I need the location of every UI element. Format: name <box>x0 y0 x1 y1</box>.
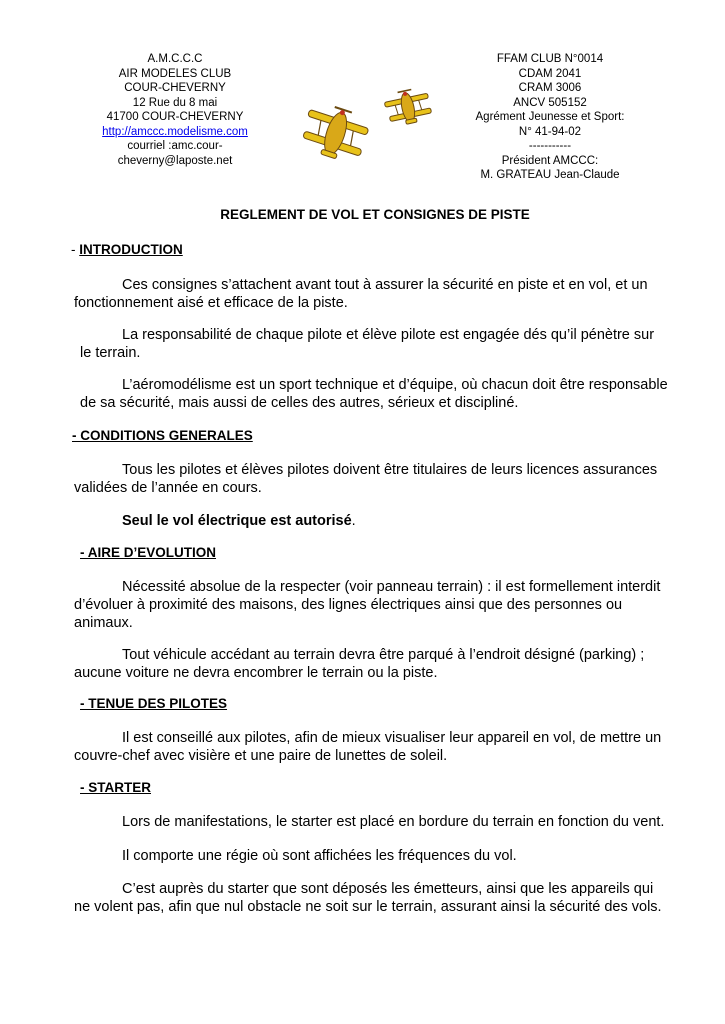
conditions-paragraph-2 <box>74 512 356 530</box>
text-line: Tous les pilotes et élèves pilotes doivent être titulaires de leurs licences assurances <box>122 462 658 478</box>
section-starter-heading <box>80 780 151 795</box>
starter-paragraph-1 <box>74 813 664 831</box>
section-title: - CONDITIONS GENERALES <box>72 428 253 443</box>
club-acronym: A.M.C.C.C <box>147 53 203 65</box>
text-line: couvre-chef avec visière et une paire de lunettes de soleil. <box>74 748 448 764</box>
section-tenue-heading <box>80 696 227 711</box>
text-line: Il comporte une régie où sont affichées les fréquences du vol. <box>122 848 517 864</box>
text-line: aucune voiture ne devra encombrer le terrain ou la piste. <box>74 665 438 681</box>
biplane-icon <box>298 100 372 166</box>
section-title: INTRODUCTION <box>79 242 183 257</box>
text-line: . <box>351 513 356 529</box>
text-line: Nécessité absolue de la respecter (voir panneau terrain) : il est formellement interdit <box>122 579 661 595</box>
text-line: Lors de manifestations, le starter est placé en bordure du terrain en fonction du vent. <box>122 814 665 830</box>
intro-paragraph-3 <box>80 376 668 412</box>
agrement-label: Agrément Jeunesse et Sport: <box>475 111 625 123</box>
aire-paragraph-1 <box>74 578 660 632</box>
ancv-number: ANCV 505152 <box>513 96 587 109</box>
club-website-link[interactable]: http://amccc.modelisme.com <box>102 125 248 138</box>
section-title: - TENUE DES PILOTES <box>80 696 228 711</box>
tenue-paragraph-1 <box>74 729 661 765</box>
section-prefix: - <box>71 242 80 257</box>
intro-paragraph-1 <box>74 276 648 312</box>
text-line: Il est conseillé aux pilotes, afin de mieux visualiser leur appareil en vol, de mettre un <box>122 730 662 746</box>
text-line: ne volent pas, afin que nul obstacle ne soit sur le terrain, assurant ainsi la sécurité des vols. <box>74 899 662 915</box>
text-line: L’aéromodélisme est un sport technique et d’équipe, où chacun doit être responsable <box>122 377 668 393</box>
document-title: REGLEMENT DE VOL ET CONSIGNES DE PISTE <box>220 207 530 222</box>
club-street: 12 Rue du 8 mai <box>132 96 218 109</box>
club-affiliation-block <box>465 52 635 183</box>
cram-number: CRAM 3006 <box>518 82 582 94</box>
section-title: - AIRE D’EVOLUTION <box>80 545 217 560</box>
club-name: AIR MODELES CLUB <box>118 67 232 80</box>
text-line: d’évoluer à proximité des maisons, des lignes électriques ainsi que des personnes ou <box>74 597 623 613</box>
text-line: le terrain. <box>80 345 141 361</box>
club-town: COUR-CHEVERNY <box>124 82 226 94</box>
text-line: La responsabilité de chaque pilote et élève pilote est engagée dés qu’il pénètre sur <box>122 327 655 343</box>
president-label: Président AMCCC: <box>501 154 599 167</box>
bold-text: Seul le vol électrique est autorisé <box>122 513 352 529</box>
club-postcode: 41700 COUR-CHEVERNY <box>106 111 244 123</box>
starter-paragraph-2 <box>74 847 517 865</box>
text-line: de sa sécurité, mais aussi de celles des autres, sérieux et discipliné. <box>80 395 519 411</box>
president-name: M. GRATEAU Jean-Claude <box>480 169 620 181</box>
text-line: Ces consignes s’attachent avant tout à assurer la sécurité en piste et en vol, et un <box>122 277 648 293</box>
club-email-label: courriel :amc.cour- <box>127 140 223 152</box>
section-introduction-heading <box>71 242 183 257</box>
text-line: Tout véhicule accédant au terrain devra être parqué à l’endroit désigné (parking) ; <box>122 647 645 663</box>
aire-paragraph-2 <box>74 646 644 682</box>
ffam-number: FFAM CLUB N°0014 <box>496 53 604 65</box>
section-aire-heading <box>80 545 216 560</box>
intro-paragraph-2 <box>80 326 654 362</box>
section-conditions-heading <box>72 428 253 443</box>
text-line: animaux. <box>74 615 133 631</box>
club-email: cheverny@laposte.net <box>117 154 233 167</box>
biplane-icon <box>383 88 433 128</box>
text-line: fonctionnement aisé et efficace de la piste. <box>74 295 348 311</box>
starter-paragraph-3 <box>74 880 662 916</box>
text-line: validées de l’année en cours. <box>74 480 262 496</box>
text-line: C’est auprès du starter que sont déposés les émetteurs, ainsi que les appareils qui <box>122 881 654 897</box>
biplane-logo <box>296 88 438 168</box>
header-separator: ----------- <box>528 140 572 152</box>
cdam-number: CDAM 2041 <box>518 67 582 80</box>
conditions-paragraph-1 <box>74 461 657 497</box>
club-address-block <box>90 52 260 168</box>
section-title: - STARTER <box>80 780 151 795</box>
agrement-number: N° 41-94-02 <box>518 125 582 138</box>
